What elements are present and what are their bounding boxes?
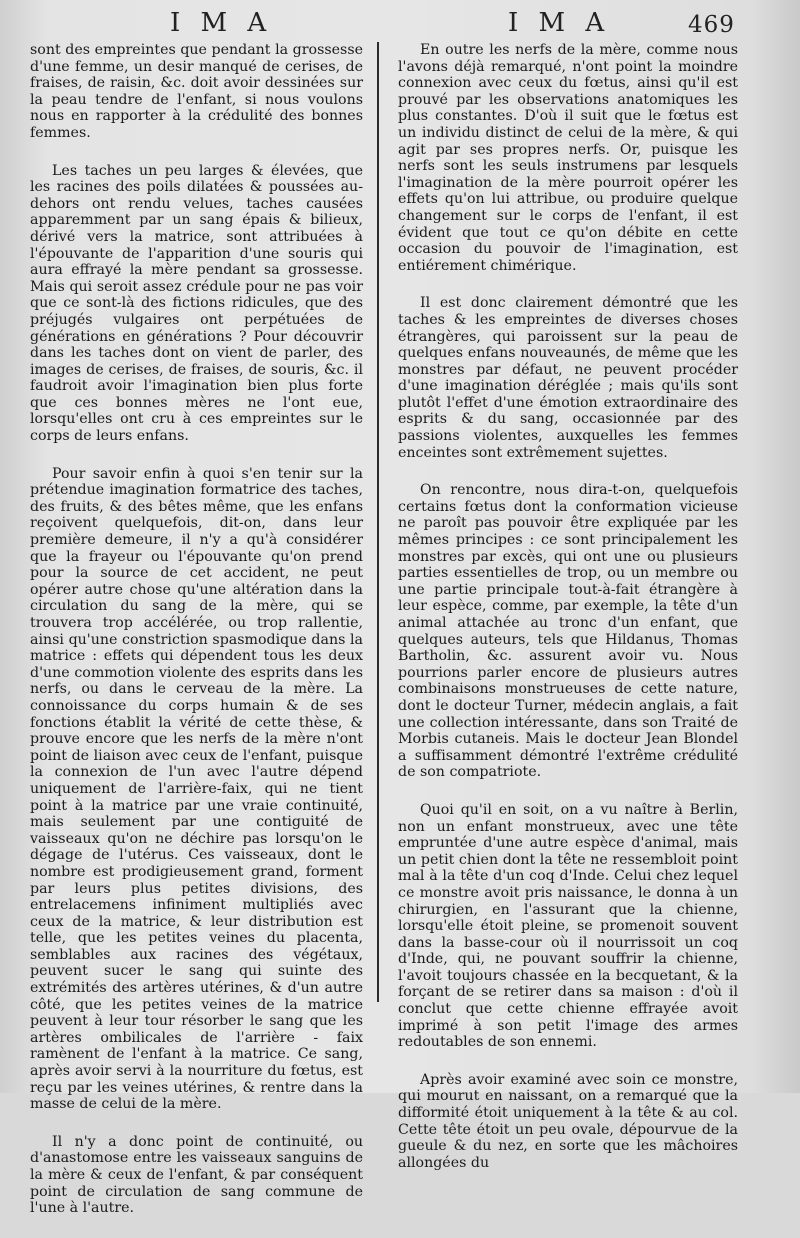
paragraph: Il est donc clairement démontré que les taches & les empreintes de diverses choses étrangères, qui paroissent sur la peau de quelques enfans nouveaunés, de même que les monstres par défaut, ne peuvent procéder d'une imagination déréglée ; mais qu'ils sont plutôt l'effet d'une émotion extraordinaire des esprits & du sang, occasionnée par des passions violentes, auxquelles les femmes enceintes sont extrêmement sujettes.: [398, 295, 738, 461]
paragraph: On rencontre, nous dira-t-on, quelquefois certains fœtus dont la conformation vicieuse ne paroît pas pouvoir être expliquée par les mêmes principes : ce sont principalement les monstres par excès, qui ont une ou plusieurs parties essentielles de trop, ou un membre ou une partie principale tout-à-fait étrangère à leur espèce, comme, par exemple, la tête d'un animal attachée au tronc d'un enfant, que quelques auteurs, tels que Hildanus, Thomas Bartholin, &c. assurent avoir vu. Nous pourrions parler encore de plusieurs autres combinaisons monstrueuses de cette nature, dont le docteur Turner, médecin anglais, a fait une collection intéressante, dans son Traité de Morbis cutaneis. Mais le docteur Jean Blondel a suffisamment démontré l'extrême crédulité de son compatriote.: [398, 482, 738, 781]
page-number: 469: [688, 12, 735, 38]
running-header: [0, 8, 800, 40]
column-divider: [377, 42, 379, 1002]
paragraph: Pour savoir enfin à quoi s'en tenir sur la prétendue imagination formatrice des taches, des fruits, & des bêtes même, que les enfans reçoivent quelquefois, dit-on, dans leur première demeure, il n'y a qu'à considérer que la frayeur ou l'épouvante qu'on prend pour la source de cet accident, ne peut opérer autre chose qu'une altération dans la circulation du sang de la mère, qui se trouvera trop accélérée, ou trop rallentie, ainsi qu'une constriction spasmodique dans la matrice : effets qui dépendent tous les deux d'une commotion violente des esprits dans les nerfs, ou dans le cerveau de la mère. La connoissance du corps humain & de ses fonctions établit la vérité de cette thèse, & prouve encore que les nerfs de la mère n'ont point de liaison avec ceux de l'enfant, puisque la connexion de l'un avec l'autre dépend uniquement de l'arrière-faix, qui ne tient point à la matrice par une vraie continuité, mais seulement par une contiguité de vaisseaux qu'on ne déchire pas lorsqu'on le dégage de l'utérus. Ces vaisseaux, dont le nombre est prodigieusement grand, forment par leurs plus petites divisions, des entrelacemens infiniment multipliés avec ceux de la matrice, & leur distribution est telle, que les petites veines du placenta, semblables aux racines des végétaux, peuvent sucer le sang qui suinte des extrémités des artères utérines, & d'un autre côté, que les petites veines de la matrice peuvent à leur tour résorber le sang que les artères ombilicales de l'arrière - faix ramènent de l'enfant à la matrice. Ce sang, après avoir servi à la nourriture du fœtus, est reçu par les veines utérines, & rentre dans la masse de celui de la mère.: [30, 465, 363, 1113]
paragraph: sont des empreintes que pendant la grossesse d'une femme, un desir manqué de cerises, de fraises, de raisin, &c. doit avoir dessinées sur la peau tendre de l'enfant, si nous voulons nous en rapporter à la crédulité des bonnes femmes.: [30, 42, 363, 141]
header-right: I M A: [508, 8, 611, 38]
right-column: [398, 42, 738, 1192]
left-column: [30, 42, 363, 1238]
paragraph: Après avoir examiné avec soin ce monstre, qui mourut en naissant, on a remarqué que la difformité étoit uniquement à la tête & au col. Cette tête étoit un peu ovale, dépourvue de la gueule & du nez, en sorte que les mâchoires allongées du: [398, 1071, 738, 1171]
paragraph: Il n'y a donc point de continuité, ou d'anastomose entre les vaisseaux sanguins de la mère & ceux de l'enfant, & par conséquent point de circulation de sang commune de l'une à l'autre.: [30, 1133, 363, 1217]
paragraph: Quoi qu'il en soit, on a vu naître à Berlin, non un enfant monstrueux, avec une tête empruntée d'une autre espèce d'animal, mais un petit chien dont la tête ne ressembloit point mal à la tête d'un coq d'Inde. Celui chez lequel ce monstre avoit pris naissance, le donna à un chirurgien, en l'assurant que la chienne, lorsqu'elle étoit pleine, se promenoit souvent dans la basse-cour où il nourrissoit un coq d'Inde, qui, ne pouvant souffrir la chienne, l'avoit toujours chassée en la becquetant, & la forçant de se retirer dans sa maison : d'où il conclut que cette chienne effrayée avoit imprimé à son petit l'image des armes redoutables de son ennemi.: [398, 801, 738, 1051]
header-left: I M A: [170, 8, 273, 38]
paragraph: En outre les nerfs de la mère, comme nous l'avons déjà remarqué, n'ont point la moindre connexion avec ceux du fœtus, ainsi qu'il est prouvé par les observations anatomiques les plus constantes. D'où il suit que le fœtus est un individu distinct de celui de la mère, & qui agit par ses propres nerfs. Or, puisque les nerfs sont les seuls instrumens par lesquels l'imagination de la mère pourroit opérer les effets qu'on lui attribue, ou produire quelque changement sur le corps de l'enfant, il est évident que tout ce qu'on débite en cette occasion du pouvoir de l'imagination, est entiérement chimérique.: [398, 42, 738, 274]
paragraph: Les taches un peu larges & élevées, que les racines des poils dilatées & poussées au-dehors ont rendu velues, taches causées apparemment par un sang épais & bilieux, dérivé vers la matrice, sont attribuées à l'épouvante de l'apparition d'une souris qui aura effrayé la mère pendant sa grossesse. Mais qui seroit assez crédule pour ne pas voir que ce sont-là des fictions ridicules, que des préjugés vulgaires ont perpétuées de générations en générations ? Pour découvrir dans les taches dont on vient de parler, des images de cerises, de fraises, de souris, &c. il faudroit avoir l'imagination bien plus forte que ces bonnes mères ne l'ont eue, lorsqu'elles ont cru à ces empreintes sur le corps de leurs enfans.: [30, 162, 363, 445]
